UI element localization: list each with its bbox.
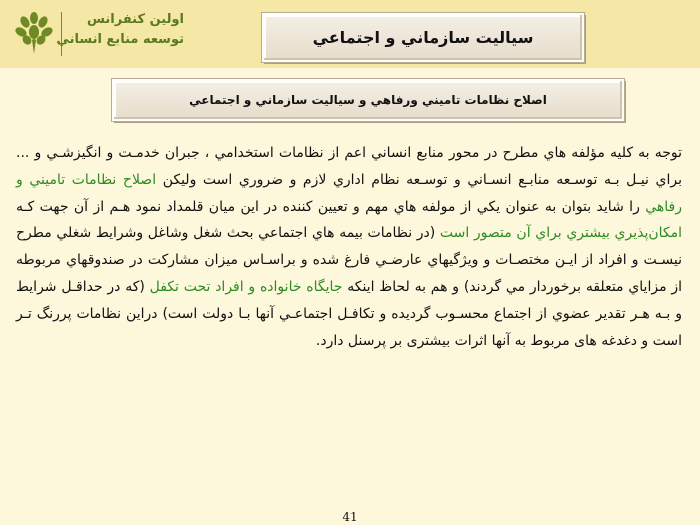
slide-subtitle: اصلاح نظامات تاميني ورفاهي و سياليت سازماني و اجتماعي <box>112 79 624 121</box>
body-paragraph <box>16 140 682 354</box>
page-number: 41 <box>342 510 358 524</box>
highlight-text: جايگاه خانواده و افراد تحت تكفل <box>149 278 343 295</box>
highlight-text: امكان‌پذيري بيشتري براي آن متصور است <box>439 225 683 242</box>
paragraph-text: را شايد بتوان به عنوان يكي از مولفه هاي مهم و تعيين كننده در اين ميان قلمداد نمود هـم از آن جهت كـه <box>16 198 646 215</box>
logo-line2: توسعه منابع انساني <box>56 32 184 47</box>
paragraph-text: توجه به كليه مؤلفه هاي مطرح در محور منابع انساني اعم از نظامات استخدامي ، جبران خدمـت و انگيزشـي و ... براي نيـل بـه توسـعه منابـع انسـاني و توسـعه نظام اداري لازم و ضروري است وليكن <box>16 145 682 188</box>
conference-logo <box>14 10 214 58</box>
paragraph-text: (در نظامات بيمه هاي اجتماعي بحث شغل وشاغل وشرايط شغلي مطرح نيسـت و افراد از ايـن مختصـات و ويژگيهاي عارضـي فارغ شده و براسـاس ميزان مشاركت در صندوقهاي مربوطه از مزاياي متعلقه برخوردار مي گردند) و هم به لحاظ اينكه <box>16 225 683 295</box>
tree-logo-icon <box>14 10 54 56</box>
highlight-text: اصلاح نظامات تاميني و رفاهي <box>16 171 682 215</box>
slide-title: سياليت سازماني و اجتماعي <box>262 13 584 62</box>
paragraph-text: (كه در حداقـل شرايط و بـه هـر تقدير عضوي از اجتماع محسـوب گرديده و تكافـل اجتماعـي آنها بـا دولت است) دراين نظامات پررنگ تـر است و دغدغه هاى مربوط به آنها اثرات بيشترى بر پرسنل دارد. <box>16 278 682 349</box>
logo-line1: اولين كنفرانس <box>87 12 184 27</box>
